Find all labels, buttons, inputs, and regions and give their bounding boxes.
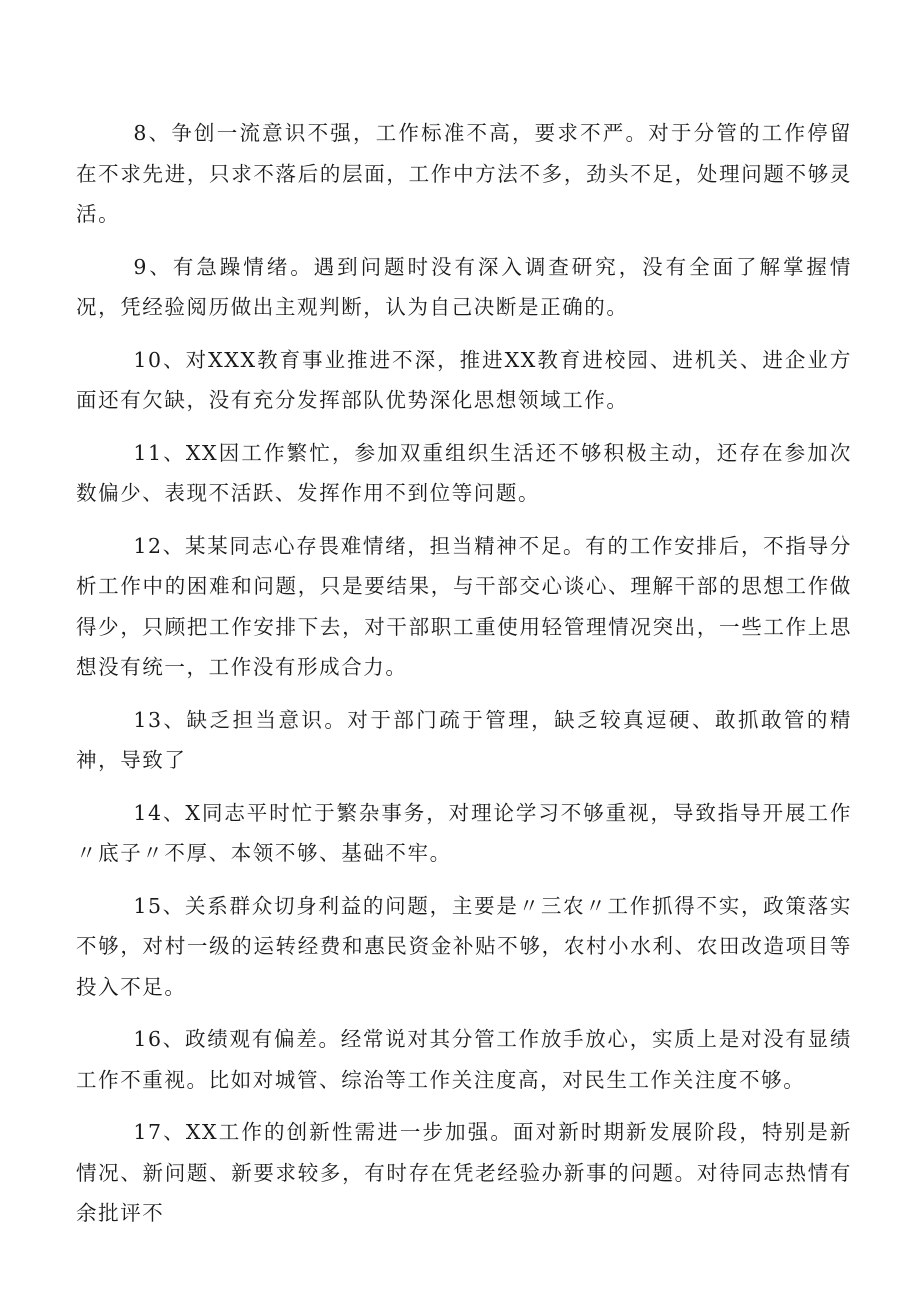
paragraph-14: 14、X同志平时忙于繁杂事务，对理论学习不够重视，导致指导开展工作〃底子〃不厚、本领不够、基础不牢。: [76, 800, 852, 865]
paragraph-12: 12、某某同志心存畏难情绪，担当精神不足。有的工作安排后，不指导分析工作中的困难和问题，只是要结果，与干部交心谈心、理解干部的思想工作做得少，只顾把工作安排下去，对干部职工重使用轻管理情况突出，一些工作上思想没有统一，工作没有形成合力。: [76, 533, 852, 679]
paragraph-9: 9、有急躁情绪。遇到问题时没有深入调查研究，没有全面了解掌握情况，凭经验阅历做出主观判断，认为自己决断是正确的。: [76, 254, 852, 319]
paragraph-10: 10、对XXX教育事业推进不深，推进XX教育进校园、进机关、进企业方面还有欠缺，没有充分发挥部队优势深化思想领域工作。: [76, 347, 852, 412]
paragraph-11: 11、XX因工作繁忙，参加双重组织生活还不够积极主动，还存在参加次数偏少、表现不活跃、发挥作用不到位等问题。: [76, 440, 852, 505]
paragraph-8: 8、争创一流意识不强，工作标准不高，要求不严。对于分管的工作停留在不求先进，只求不落后的层面，工作中方法不多，劲头不足，处理问题不够灵活。: [76, 121, 852, 226]
paragraph-16: 16、政绩观有偏差。经常说对其分管工作放手放心，实质上是对没有显绩工作不重视。比如对城管、综治等工作关注度高，对民生工作关注度不够。: [76, 1027, 852, 1092]
paragraph-15: 15、关系群众切身利益的问题，主要是〃三农〃工作抓得不实，政策落实不够，对村一级的运转经费和惠民资金补贴不够，农村小水利、农田改造项目等投入不足。: [76, 893, 852, 999]
paragraph-17: 17、XX工作的创新性需进一步加强。面对新时期新发展阶段，特别是新情况、新问题、新要求较多，有时存在凭老经验办新事的问题。对待同志热情有余批评不: [76, 1120, 852, 1225]
paragraph-13: 13、缺乏担当意识。对于部门疏于管理，缺乏较真逗硬、敢抓敢管的精神，导致了: [76, 707, 852, 772]
document-body: [76, 113, 852, 1234]
